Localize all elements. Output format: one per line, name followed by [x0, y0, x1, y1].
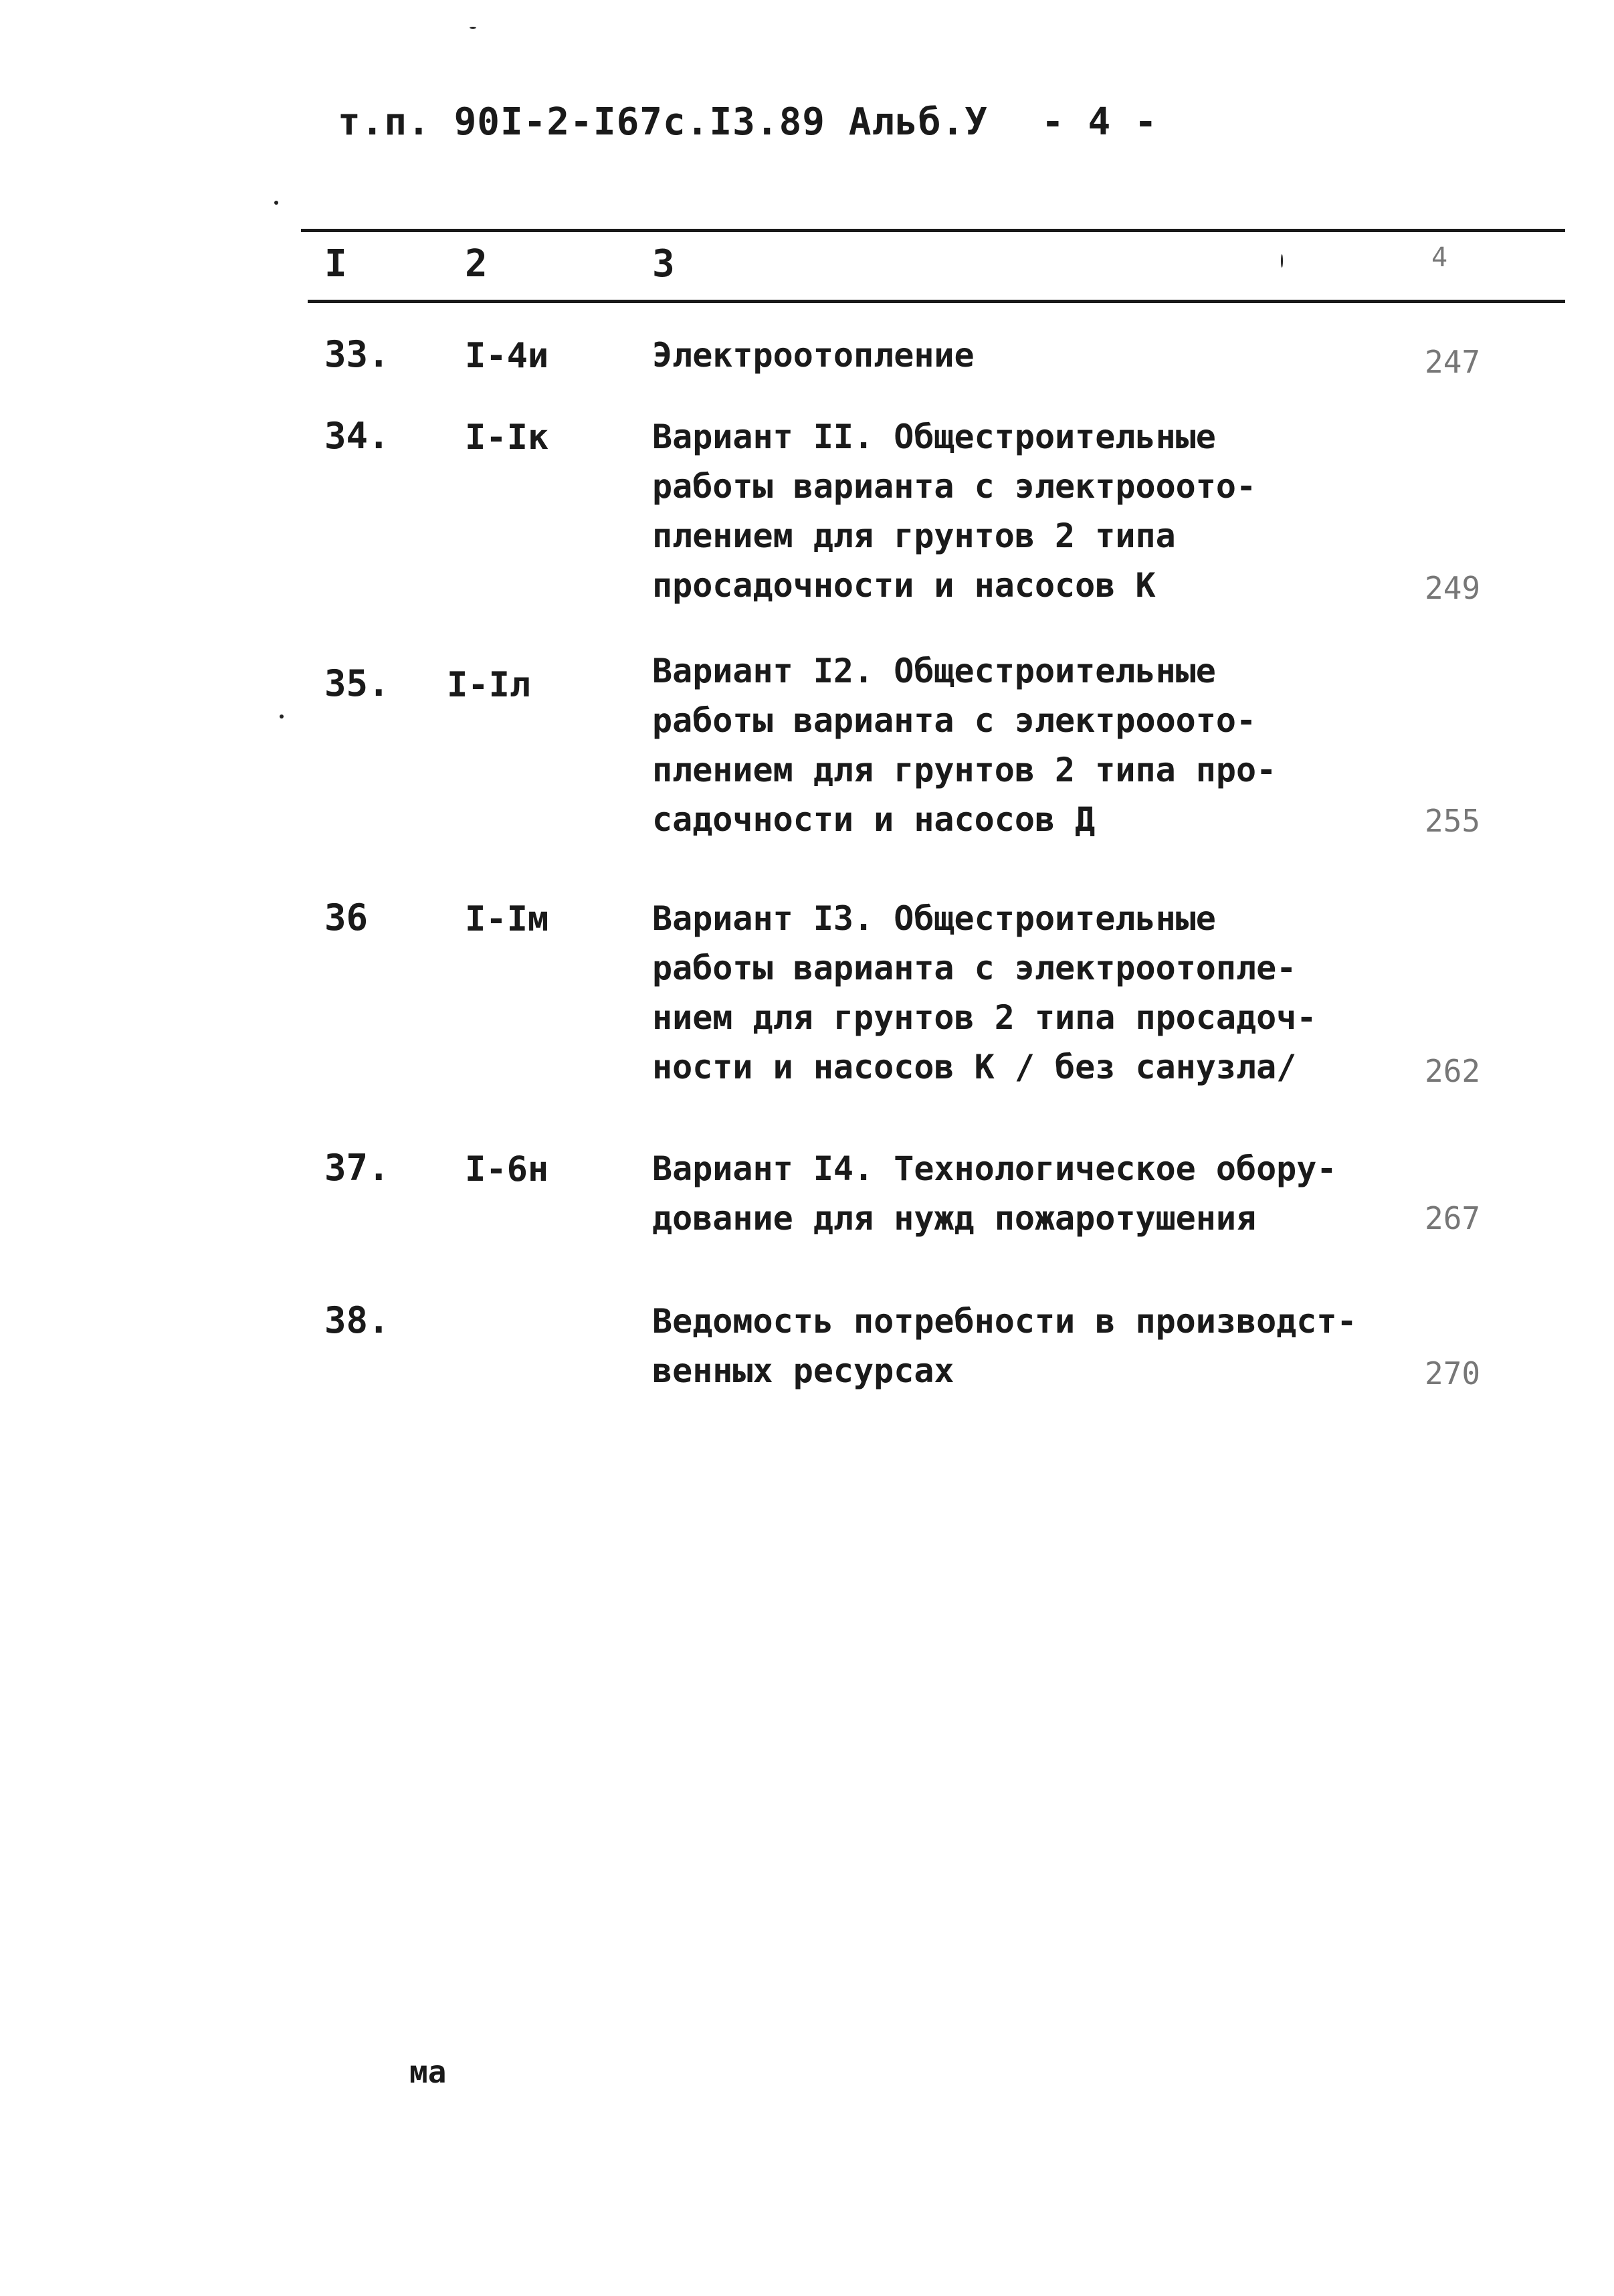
row-page-ref: 270 [1425, 1355, 1481, 1392]
document-reference: т.п. 90I-2-I67с.I3.89 Альб.У [338, 100, 989, 144]
description-line: нием для грунтов 2 типа просадоч- [652, 998, 1317, 1037]
row-page-ref: 262 [1425, 1053, 1481, 1089]
description-line: плением для грунтов 2 типа [652, 516, 1176, 555]
scan-speck [280, 714, 284, 719]
description-line: Электроотопление [652, 336, 975, 375]
table-header-rule [308, 300, 1565, 303]
description-line: работы варианта с электрооото- [652, 467, 1257, 506]
page-number: - 4 - [1041, 100, 1158, 144]
row-number: 34. [324, 415, 390, 457]
description-line: Вариант I3. Общестроительные [652, 899, 1216, 938]
description-line: садочности и насосов Д [652, 800, 1096, 839]
row-number: 35. [324, 662, 390, 704]
column-header-4: 4 [1431, 242, 1448, 273]
description-line: дование для нужд пожаротушения [652, 1199, 1257, 1238]
row-description [652, 412, 1375, 610]
row-number: 33. [324, 333, 390, 375]
row-number: 37. [324, 1147, 390, 1189]
description-line: просадочности и насосов К [652, 566, 1156, 605]
row-code: I-6н [465, 1149, 549, 1189]
row-code: I-Iк [465, 417, 549, 458]
table-top-rule [301, 229, 1565, 232]
row-code: I-Iм [465, 899, 549, 939]
row-description [652, 1297, 1375, 1396]
scan-speck [274, 201, 278, 205]
description-line: венных ресурсах [652, 1351, 954, 1390]
description-line: работы варианта с электроотопле- [652, 949, 1297, 987]
description-line: Вариант I4. Технологическое обору- [652, 1149, 1337, 1188]
description-line: Ведомость потребности в производст- [652, 1302, 1357, 1341]
description-line: ности и насосов К / без санузла/ [652, 1048, 1297, 1086]
description-line: плением для грунтов 2 типа про- [652, 751, 1277, 789]
description-line: работы варианта с электрооото- [652, 701, 1257, 740]
row-page-ref: 267 [1425, 1200, 1481, 1236]
row-page-ref: 255 [1425, 803, 1481, 839]
row-number: 38. [324, 1299, 390, 1341]
description-line: Вариант II. Общестроительные [652, 417, 1216, 456]
scan-speck [1281, 254, 1283, 268]
row-page-ref: 249 [1425, 570, 1481, 606]
row-number: 36 [324, 896, 369, 939]
row-description [652, 330, 1375, 380]
scan-speck [470, 27, 476, 29]
row-code: I-4и [465, 336, 549, 376]
document-header [338, 100, 1158, 144]
row-description [652, 894, 1375, 1092]
description-line: Вариант I2. Общестроительные [652, 652, 1216, 690]
column-header-2: 2 [465, 242, 488, 286]
column-header-3: 3 [652, 242, 675, 286]
row-page-ref: 247 [1425, 344, 1481, 380]
footer-mark: ма [409, 2054, 447, 2090]
row-description [652, 1144, 1375, 1243]
column-header-1: I [324, 242, 347, 286]
row-code: I-Iл [447, 665, 531, 705]
row-description [652, 646, 1375, 844]
